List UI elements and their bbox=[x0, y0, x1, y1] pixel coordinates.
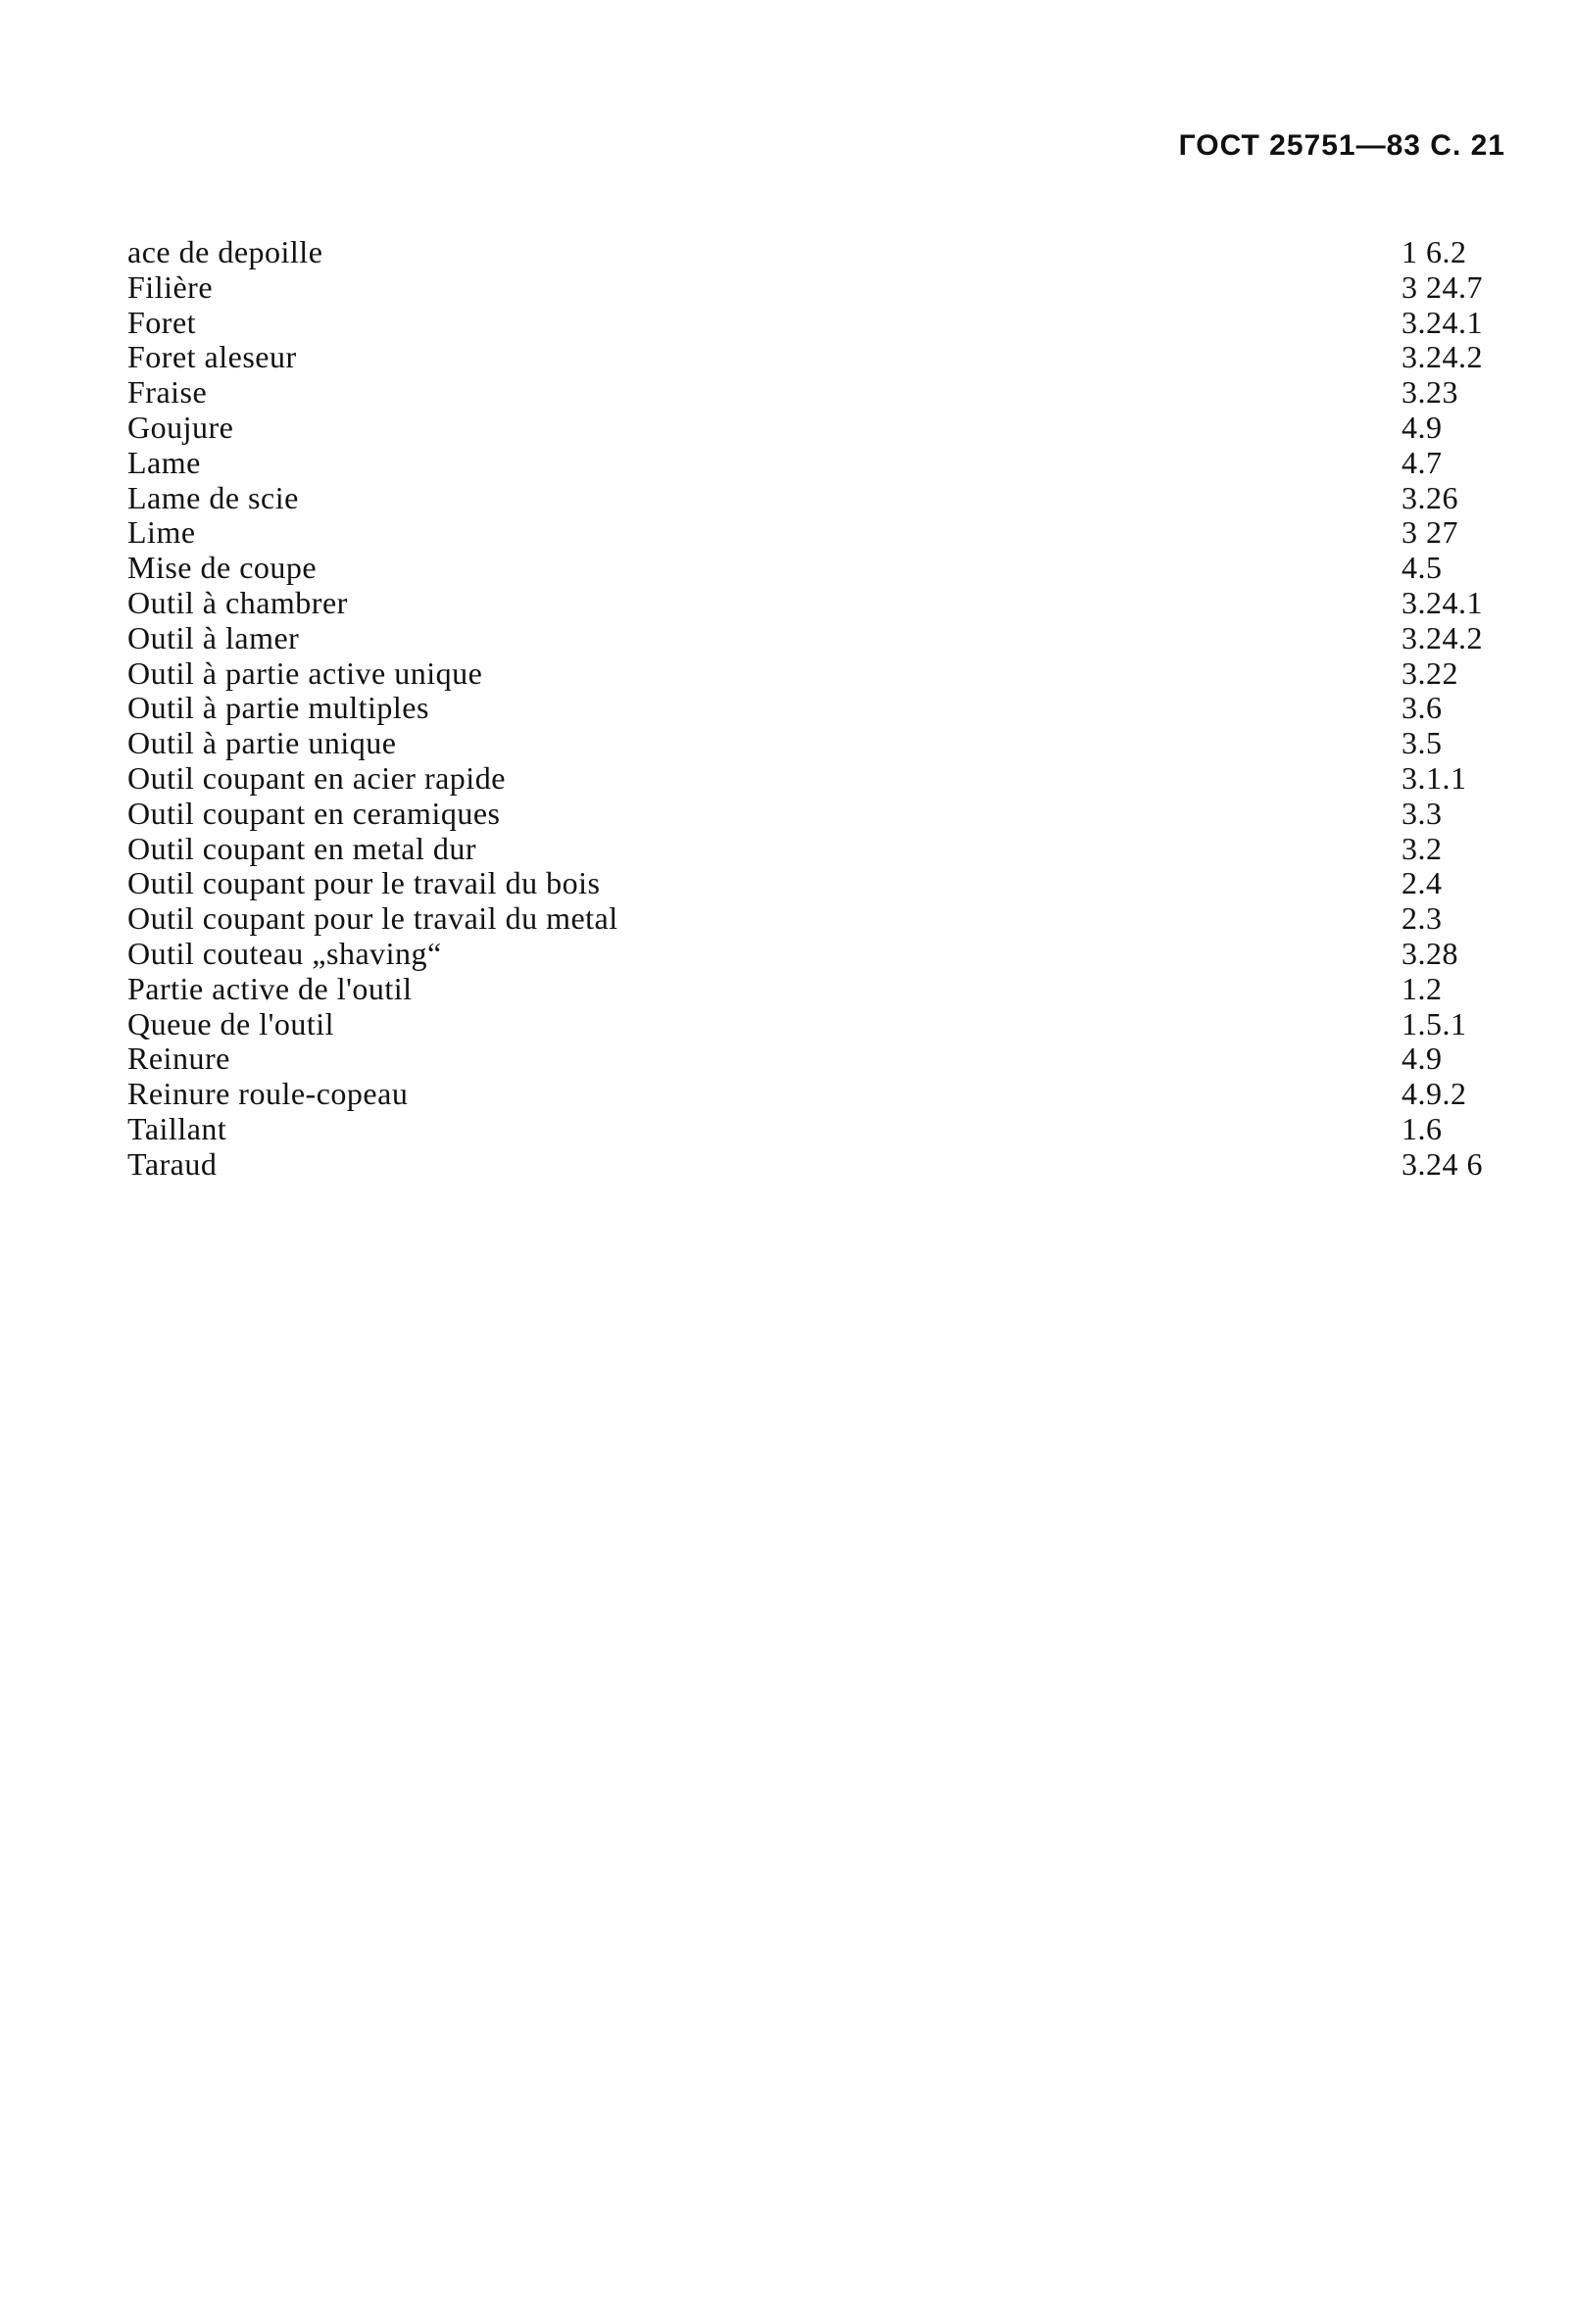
index-row bbox=[127, 797, 1509, 832]
alphabetical-term-index bbox=[127, 235, 1509, 1183]
index-term: Outil à lamer bbox=[127, 619, 300, 655]
index-term: Filière bbox=[127, 268, 214, 305]
index-section-number: 4.5 bbox=[1402, 550, 1443, 586]
index-section-number: 1.5.1 bbox=[1402, 1005, 1467, 1041]
index-term: Foret aleseur bbox=[127, 339, 297, 375]
index-term: Taraud bbox=[127, 1145, 218, 1182]
index-section-number: 3 24.7 bbox=[1402, 268, 1483, 305]
index-row bbox=[127, 411, 1509, 446]
index-term: Outil à partie active unique bbox=[127, 654, 483, 691]
index-term: Partie active de l'outil bbox=[127, 970, 413, 1006]
index-section-number: 3.23 bbox=[1402, 374, 1458, 411]
index-row bbox=[127, 446, 1509, 481]
index-section-number: 3.3 bbox=[1402, 795, 1443, 831]
index-term: Foret bbox=[127, 304, 197, 340]
index-term: ace de depoille bbox=[127, 234, 323, 269]
index-row bbox=[127, 481, 1509, 516]
index-section-number: 3.24.2 bbox=[1402, 619, 1483, 655]
index-term: Taillant bbox=[127, 1110, 227, 1146]
index-section-number: 3.26 bbox=[1402, 479, 1458, 515]
index-section-number: 3.1.1 bbox=[1402, 759, 1467, 796]
index-row bbox=[127, 832, 1509, 867]
index-row bbox=[127, 1077, 1509, 1112]
index-section-number: 4.9 bbox=[1402, 409, 1443, 445]
index-section-number: 3.24.1 bbox=[1402, 584, 1483, 620]
index-section-number: 3.5 bbox=[1402, 725, 1443, 761]
index-section-number: 3.28 bbox=[1402, 935, 1458, 971]
index-term: Lame bbox=[127, 444, 201, 480]
index-row bbox=[127, 375, 1509, 411]
index-section-number: 3.24.1 bbox=[1402, 304, 1483, 340]
index-row bbox=[127, 726, 1509, 761]
index-term: Outil à partie unique bbox=[127, 725, 397, 761]
index-section-number: 3 27 bbox=[1402, 514, 1458, 551]
index-section-number: 1.6 bbox=[1402, 1110, 1443, 1146]
index-row bbox=[127, 340, 1509, 375]
index-row bbox=[127, 551, 1509, 586]
index-row bbox=[127, 866, 1509, 901]
index-row bbox=[127, 1041, 1509, 1077]
index-row bbox=[127, 972, 1509, 1007]
index-term: Lime bbox=[127, 514, 196, 551]
index-term: Outil à chambrer bbox=[127, 584, 348, 620]
index-section-number: 4.9 bbox=[1402, 1041, 1443, 1077]
index-row bbox=[127, 1007, 1509, 1042]
index-term: Goujure bbox=[127, 409, 234, 445]
index-row bbox=[127, 515, 1509, 551]
index-term: Outil coupant en ceramiques bbox=[127, 795, 501, 831]
index-term: Lame de scie bbox=[127, 479, 299, 515]
index-row bbox=[127, 1112, 1509, 1147]
index-term: Mise de coupe bbox=[127, 550, 318, 586]
index-section-number: 1.2 bbox=[1402, 970, 1443, 1006]
index-term: Reinure bbox=[127, 1041, 230, 1077]
index-row bbox=[127, 691, 1509, 726]
index-term: Outil coupant en metal dur bbox=[127, 830, 477, 866]
index-term: Outil coupant pour le travail du bois bbox=[127, 865, 601, 901]
index-row bbox=[127, 901, 1509, 937]
index-section-number: 3.24 6 bbox=[1402, 1145, 1483, 1182]
index-term: Outil coupant en acier rapide bbox=[127, 759, 506, 796]
index-row bbox=[127, 621, 1509, 656]
index-section-number: 3.2 bbox=[1402, 830, 1443, 866]
index-section-number: 3.22 bbox=[1402, 654, 1458, 691]
index-row bbox=[127, 1147, 1509, 1183]
index-section-number: 3.6 bbox=[1402, 690, 1443, 726]
index-term: Outil couteau „shaving“ bbox=[127, 935, 442, 971]
index-section-number: 4.9.2 bbox=[1402, 1076, 1467, 1112]
index-row bbox=[127, 586, 1509, 621]
index-row bbox=[127, 656, 1509, 692]
index-section-number: 1 6.2 bbox=[1402, 234, 1467, 269]
index-term: Reinure roule-copeau bbox=[127, 1076, 409, 1112]
index-term: Outil à partie multiples bbox=[127, 690, 429, 726]
index-row bbox=[127, 235, 1509, 270]
index-section-number: 2.3 bbox=[1402, 900, 1443, 937]
index-row bbox=[127, 270, 1509, 306]
index-term: Queue de l'outil bbox=[127, 1005, 335, 1041]
index-term: Outil coupant pour le travail du metal bbox=[127, 900, 618, 937]
index-section-number: 2.4 bbox=[1402, 865, 1443, 901]
index-section-number: 3.24.2 bbox=[1402, 339, 1483, 375]
index-row bbox=[127, 306, 1509, 341]
index-term: Fraise bbox=[127, 374, 208, 411]
index-row bbox=[127, 937, 1509, 972]
index-row bbox=[127, 761, 1509, 797]
index-section-number: 4.7 bbox=[1402, 444, 1443, 480]
page-running-head: ГОСТ 25751—83 С. 21 bbox=[1178, 129, 1505, 162]
